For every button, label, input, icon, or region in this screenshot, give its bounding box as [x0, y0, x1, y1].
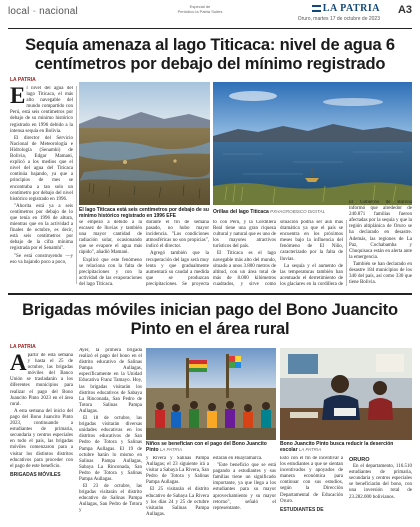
- article2-col5-subhead: ESTUDIANTES DE: [280, 506, 324, 513]
- article2-col1-subhead: BRIGADAS MÓVILES: [10, 471, 61, 478]
- article2-col2-para: El 18 de octubre, las brigadas visitarán diversas unidades educativas en los distritos educativos de San Pedro de Totora y Salinas Pampa Aullagas. El 19 de octubre harán lo mismo en Salinas Pampa Aullagas, Sabaya La Rinconada, San Pedro de Totora y Salinas Pampa Aullagas.: [79, 416, 142, 482]
- article2-column-4: [213, 456, 276, 521]
- article2-photo1-caption: [146, 441, 276, 453]
- article1-column-2: [79, 220, 142, 286]
- column-divider: [76, 86, 77, 284]
- section-name: local: [8, 6, 30, 17]
- article1-dropcap: E: [10, 86, 26, 108]
- article2-col3-para: y Rivera y Salinas Pampa Aullagas; el 23 siguiente irá a visitar a Sabaya La Rivera, San Pedro de Totora y Salinas Pampa Aullagas.: [146, 456, 209, 486]
- article1-photo-lake-titicaca: [213, 82, 412, 205]
- page-number: A3: [397, 4, 412, 16]
- article1-col2-para: se empezó a debido a la escasez de lluvias y también una mayor cantidad de radiación solar, ocasionando que se evapore el agua más rápido", añadió Mamani.: [79, 220, 142, 256]
- newspaper-logo: [312, 3, 380, 14]
- article2-photo1-caption-text: Niños se benefician con el pago del Bono Juancito Pinto: [146, 441, 267, 453]
- article2-col6-dateline: ORURO: [349, 457, 370, 463]
- article1-col1-para: "Ahorita está ya a seis centímetros por debajo de lo que tenía en 1996 de altura, mientras que en la actividad a finales de octubre, es decir, está seis centímetros por debajo de la cifra mínima registrada por el Senamhi".: [10, 203, 73, 252]
- article1-column-4: [213, 220, 276, 286]
- article1-photo2-credit: PXHAGROBISCO DIGITAL: [270, 209, 326, 214]
- article2-col1-para: Apartir de esta semana y hasta el 25 de octubre, las brigadas móviles del Banco Unión se trasladarán a los diferentes municipios para realizar el pago del Bono Juancito Pinto 2023 en el área rural.: [10, 353, 73, 407]
- article2-column-6: [349, 456, 412, 521]
- article1-col6-para: El Gobierno de Bolivia informó que alrededor de 240.871 familias fueron afectadas por la sequía y que la región altiplánica de Oruro se ha declarado en desastre. Además, las regiones de La Paz, Cochabamba y Chuquisaca están en alerta ante la emergencia.: [349, 200, 412, 260]
- article1-column-3: [146, 220, 209, 286]
- article1-col4-para: to con Perú, y la Cordillera Real tiene una gran riqueza cultural y natural que es uno de los mayores atractivos turísticos del país.: [213, 220, 276, 250]
- header-center-note: [165, 4, 235, 14]
- header-rule: [8, 28, 412, 29]
- article1-col1-para: "Se está construyendo —y eso va bajando poco a poco,: [10, 253, 73, 265]
- newspaper-name: LA PATRIA: [322, 3, 380, 14]
- article1-photo1-caption: El lago Titicaca está seis centímetros por debajo de su mínimo histórico registrado en 1996 EFE: [79, 207, 209, 219]
- masthead: [0, 0, 420, 28]
- article1-col1-para: El nivel del agua del lago Titicaca, el más alto navegable del mundo compartido con Perú, está seis centímetros por debajo de su mínimo histórico registrado en 1996 debido a la intensa sequía en Bolivia.: [10, 86, 73, 134]
- article2-col2-para: Ayer, la primera brigada realizó el pago del bono en el distrito educativo de Salinas Pampa Aullagas, específicamente en la Unidad Educativa Franz Tamayo. Hoy, las brigadas visitarán los distritos educativos de Sabaya La Rinconada, San Pedro de Totora Salinas Pampa Aullagas.: [79, 348, 142, 414]
- article1-col2-para: Explicó que este fenómeno se relaciona con la falta de precipitaciones y con la actividad de las evaporaciones del lago Titicaca.: [79, 257, 142, 286]
- article2-col6-para: En el departamento, 116.510 estudiantes de primaria, secundaria y centros especiales se beneficiarán del bono, con una inversión total de 23.282.000 bolivianos.: [349, 464, 412, 500]
- article1-col5-para: situación podría ser aún más dramática ya que el país se encuentra en los próximos meses bajo la influencia del fenómeno de El Niño, caracterizado por la falta de lluvias.: [280, 220, 343, 262]
- article2-photo2-caption: [280, 441, 412, 453]
- article2-column-3: [146, 456, 209, 521]
- article1-col3-para: durante el fin de semana pasado, no hubo mayor incidencia. "Los condiciones atmosféricas no son propicias", indicó el director.: [146, 220, 209, 250]
- article2-photo-children-bono: [146, 348, 276, 440]
- article1-col4-para: El Titicaca es el lago navegable más alto del mundo, situado a unos 3.800 metros de altitud, con un área total de más de 8.000 kilómetros cuadrados, y sirve como: [213, 251, 276, 286]
- article2-byline: LA PATRIA: [10, 344, 36, 350]
- logo-mark-icon: [312, 5, 321, 12]
- article2-photo1-credit: LA PATRIA: [159, 447, 183, 452]
- header-center-line2: Periódico la Patria Suites: [177, 9, 223, 14]
- article-separator-rule: [8, 293, 412, 295]
- article1-col6-para: También se han declarado en desastre 184 municipios de los 340 del país, así como 330 que tiene Bolivia.: [349, 261, 412, 286]
- article2-column-5: [280, 456, 343, 521]
- article1-col1-para: El director del Servicio Nacional de Meteorología e Hidrología (Senamhi) de Bolivia, Edgar Mamani, explicó a los medios que el nivel del agua del Titicaca continúa bajando, ya que a principios de mes se encontraba a tan solo un centímetro por debajo del nivel histórico registrado en 1996.: [10, 135, 73, 202]
- issue-date: Oruro, martes 17 de octubre de 2023: [297, 16, 380, 22]
- header-center-line1: Especial de: [189, 4, 211, 9]
- section-label: [8, 6, 78, 17]
- section-separator: -: [32, 6, 37, 17]
- article2-photo-student: [280, 348, 412, 440]
- article2-photo2-credit: LA PATRIA: [298, 447, 322, 452]
- article1-photo-lake-shore: [79, 82, 210, 205]
- column-divider: [346, 220, 347, 286]
- subsection-name: nacional: [39, 6, 78, 17]
- article1-column-1: [10, 86, 73, 284]
- article1-col5-para: La sequía y el aumento de las temperaturas también han acentuado el derretimiento de los glaciares en la cordillera de: [280, 263, 343, 286]
- article2-photo2-caption-text: Bono Juancito Pinto busca reducir la deserción escolar: [280, 441, 394, 453]
- article1-column-5: [280, 220, 343, 286]
- article1-col3-para: Agregó también que la recuperación del lago será muy lenta y que gradualmente aumentará su caudal a medida que se produzcan precipitaciones. Se proyecta: [146, 251, 209, 286]
- article1-photo2-caption-text: Orillas del lago Titicaca: [213, 209, 269, 215]
- article2-col2-para: El 23 de octubre, las brigadas visitarán el distrito educativo de Salinas Pampa Aullagas, San Pedro de Totora y: [79, 484, 142, 514]
- article1-column-6: [349, 200, 412, 286]
- article2-col5-para: Esto con el fin de incentivar a los estudiantes a que se sientan incentivados y apoyados de manera económica para continuar con sus estudios, según la Dirección Departamental de Educación Oruro.: [280, 456, 343, 504]
- article1-headline: Sequía amenaza al lago Titicaca: nivel de agua 6 centímetros por debajo del mínimo registrado: [25, 36, 395, 73]
- article2-col4-para: "Este beneficio que se está pagando a estudiantes y sus familias tiene un significado importante, ya que llega a los estudiantes para su mayor aprovechamiento y su mayor retorno", señaló el representante.: [213, 463, 276, 511]
- article2-column-2: [79, 348, 142, 521]
- article2-col1-para: A esta semana del inicio del pago del Bono Juancito Pinto 2023, continuando a estudiantes de primaria, secundaria y centros especiales en todo el país, las brigadas móviles comenzaron para a visitar los distintos distritos educativos para proceder con el pago de este beneficio.: [10, 408, 73, 469]
- article2-column-1: [10, 353, 73, 521]
- article2-col4-para: estarán en Huaylamarca.: [213, 456, 263, 461]
- article2-headline: Brigadas móviles inician pago del Bono Juancito Pinto en el área rural: [22, 301, 398, 338]
- article1-byline: LA PATRIA: [10, 77, 36, 83]
- article2-col3-para: El 25 visitarán el distrito educativo de Sabaya La Rivera y los días 24 y 25 de octubre visitarán Salinas Pampa Aullagas.: [146, 487, 209, 517]
- article2-dropcap: A: [10, 353, 27, 375]
